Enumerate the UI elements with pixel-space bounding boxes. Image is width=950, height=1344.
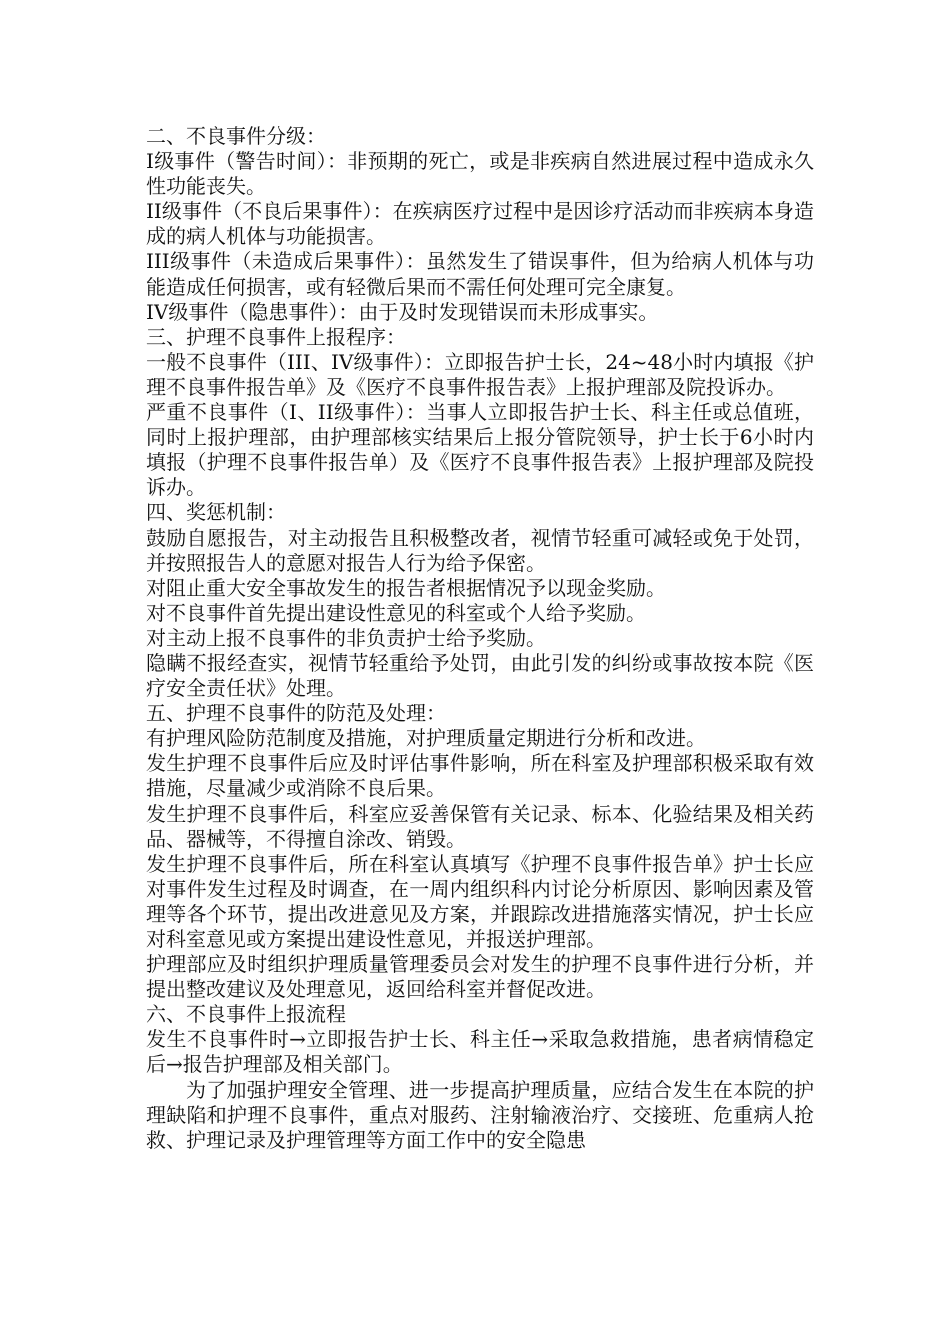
heading-prevention-handling: 五、护理不良事件的防范及处理： bbox=[146, 701, 446, 726]
handling-committee-analysis: 护理部应及时组织护理质量管理委员会对发生的护理不良事件进行分析，并提出整改建议及处理意见，返回给科室并督促改进。 bbox=[146, 952, 814, 1002]
grade-1-event: I级事件（警告时间）：非预期的死亡，或是非疾病自然进展过程中造成永久性功能丧失。 bbox=[146, 149, 814, 199]
penalty-concealment: 隐瞒不报经查实，视情节轻重给予处罚，由此引发的纠纷或事故按本院《医疗安全责任状》处理。 bbox=[146, 650, 814, 701]
document-page bbox=[146, 124, 814, 1153]
serious-event-procedure: 严重不良事件（I、II级事件）：当事人立即报告护士长、科主任或总值班，同时上报护理部，由护理部核实结果后上报分管院领导，护士长于6小时内填报（护理不良事件报告单）及《医疗不良事件报告表》上报护理部及院投诉办。 bbox=[146, 400, 814, 500]
handling-assessment: 发生护理不良事件后应及时评估事件影响，所在科室及护理部积极采取有效措施，尽量减少或消除不良后果。 bbox=[146, 751, 814, 801]
reward-non-responsible-nurse: 对主动上报不良事件的非负责护士给予奖励。 bbox=[146, 625, 546, 650]
handling-department-report: 发生护理不良事件后，所在科室认真填写《护理不良事件报告单》护士长应对事件发生过程及时调查，在一周内组织科内讨论分析原因、影响因素及管理等各个环节，提出改进意见及方案，并跟踪改进措施落实情况，护士长应对科室意见或方案提出建设性意见，并报送护理部。 bbox=[146, 851, 814, 951]
grade-3-event: III级事件（未造成后果事件）：虽然发生了错误事件，但为给病人机体与功能造成任何损害，或有轻微后果而不需任何处理可完全康复。 bbox=[146, 249, 814, 299]
heading-reporting-flow: 六、不良事件上报流程 bbox=[146, 1002, 346, 1027]
general-event-procedure: 一般不良事件（III、IV级事件）：立即报告护士长，24~48小时内填报《护理不良事件报告单》及《医疗不良事件报告表》上报护理部及院投诉办。 bbox=[146, 349, 814, 399]
heading-event-grading: 二、不良事件分级： bbox=[146, 124, 326, 148]
reward-constructive-opinion: 对不良事件首先提出建设性意见的科室或个人给予奖励。 bbox=[146, 600, 646, 625]
heading-reporting-procedure: 三、护理不良事件上报程序： bbox=[146, 324, 406, 349]
grade-4-event: IV级事件（隐患事件）：由于及时发现错误而未形成事实。 bbox=[146, 299, 659, 324]
grade-2-event: II级事件（不良后果事件）：在疾病医疗过程中是因诊疗活动而非疾病本身造成的病人机体与功能损害。 bbox=[146, 199, 814, 249]
reward-cash: 对阻止重大安全事故发生的报告者根据情况予以现金奖励。 bbox=[146, 575, 666, 600]
prevention-system: 有护理风险防范制度及措施，对护理质量定期进行分析和改进。 bbox=[146, 726, 706, 751]
heading-reward-penalty: 四、奖惩机制： bbox=[146, 500, 286, 525]
handling-preserve-records: 发生护理不良事件后，科室应妥善保管有关记录、标本、化验结果及相关药品、器械等，不得擅自涂改、销毁。 bbox=[146, 801, 814, 851]
reward-voluntary-report: 鼓励自愿报告，对主动报告且积极整改者，视情节轻重可减轻或免于处罚，并按照报告人的意愿对报告人行为给予保密。 bbox=[146, 525, 814, 575]
closing-paragraph: 为了加强护理安全管理、进一步提高护理质量，应结合发生在本院的护理缺陷和护理不良事件，重点对服药、注射输液治疗、交接班、危重病人抢救、护理记录及护理管理等方面工作中的安全隐患 bbox=[146, 1077, 814, 1152]
reporting-flow-steps: 发生不良事件时→立即报告护士长、科主任→采取急救措施，患者病情稳定后→报告护理部及相关部门。 bbox=[146, 1027, 814, 1077]
